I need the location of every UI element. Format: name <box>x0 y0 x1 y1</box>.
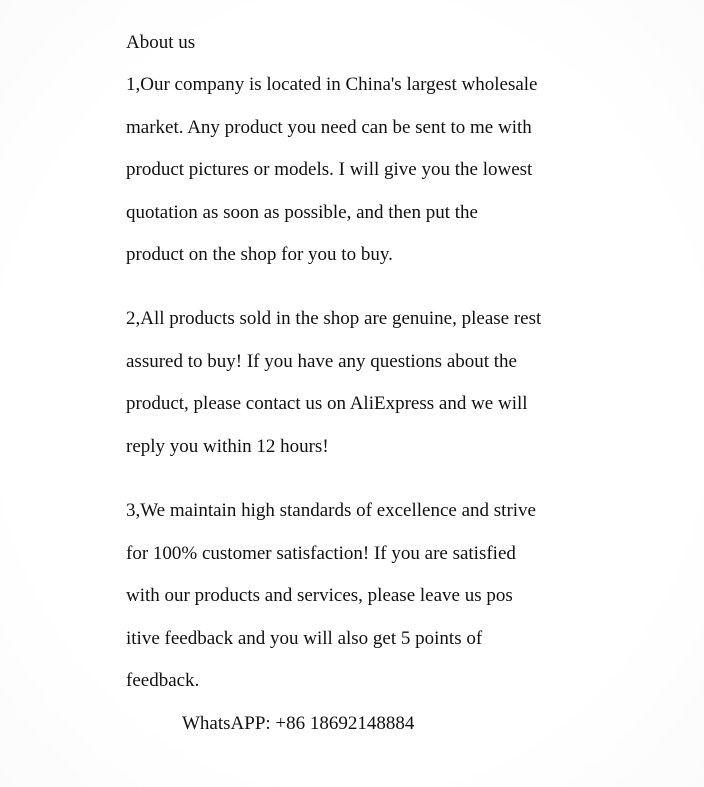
paragraph-line: for 100% customer satisfaction! If you are satisfied <box>126 542 516 564</box>
paragraph-line: 3,We maintain high standards of excellence and strive <box>126 500 536 521</box>
paragraph-line: reply you within 12 hours! <box>126 435 329 457</box>
paragraph-company-location <box>126 64 556 277</box>
paragraph-genuine-products <box>126 298 556 468</box>
paragraph-line: market. Any product you need can be sent to me with <box>126 116 532 138</box>
paragraph-line: 2,All products sold in the shop are genuine, please rest <box>126 308 542 329</box>
paragraph-line: product, please contact us on AliExpress and we will <box>126 393 528 414</box>
paragraph-customer-satisfaction <box>126 490 556 703</box>
whatsapp-contact: WhatsAPP: +86 18692148884 <box>182 713 415 734</box>
paragraph-line: with our products and services, please leave us pos <box>126 585 513 606</box>
paragraph-line: product pictures or models. I will give you the lowest <box>126 159 533 180</box>
paragraph-line: quotation as soon as possible, and then put the <box>126 201 478 223</box>
page-title: About us <box>126 32 196 53</box>
paragraph-line: assured to buy! If you have any questions about the <box>126 350 517 372</box>
paragraph-line: 1,Our company is located in China's largest wholesale <box>126 74 538 95</box>
paragraph-line: product on the shop for you to buy. <box>126 244 393 265</box>
paragraph-line: itive feedback and you will also get 5 points of <box>126 627 483 649</box>
paragraph-line: feedback. <box>126 670 200 691</box>
